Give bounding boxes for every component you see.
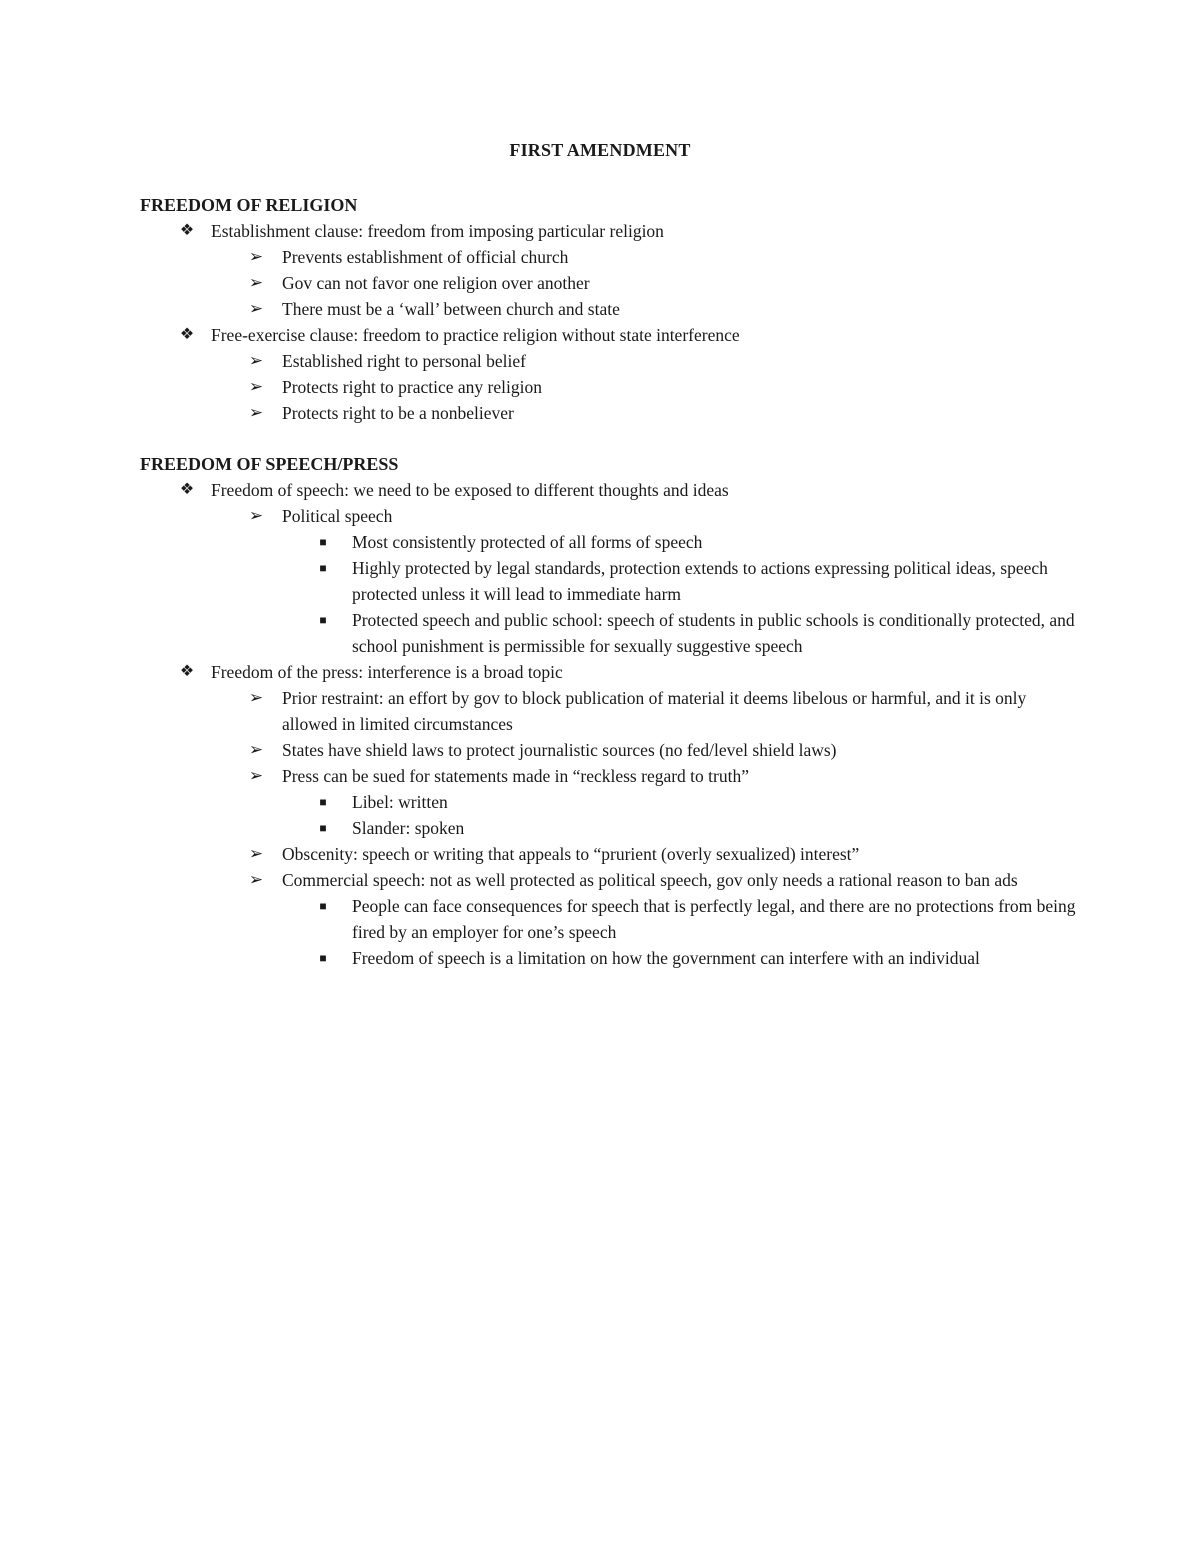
- list-item: [140, 348, 1080, 374]
- list-item: [140, 270, 1080, 296]
- list-item-text: States have shield laws to protect journalistic sources (no fed/level shield laws): [282, 740, 837, 760]
- square-bullet-icon: ■: [319, 899, 327, 913]
- arrowhead-bullet-icon: ➢: [248, 403, 264, 422]
- section-freedom-of-religion: [140, 192, 1080, 426]
- diamond-bullet-icon: ❖: [179, 326, 195, 343]
- arrowhead-bullet-icon: ➢: [248, 766, 264, 785]
- list-item-text: Highly protected by legal standards, protection extends to actions expressing political ideas, speech protected unless it will lead to immediate harm: [352, 558, 1048, 604]
- arrowhead-bullet-icon: ➢: [248, 273, 264, 292]
- list-item: [140, 893, 1080, 945]
- arrowhead-bullet-icon: ➢: [248, 247, 264, 266]
- square-bullet-icon: ■: [319, 613, 327, 627]
- list-item: [140, 555, 1080, 607]
- list-item: [140, 400, 1080, 426]
- arrowhead-bullet-icon: ➢: [248, 299, 264, 318]
- list-item: [140, 841, 1080, 867]
- list-item-text: Protected speech and public school: speech of students in public schools is conditionally protected, and school punishment is permissible for sexually suggestive speech: [352, 610, 1075, 656]
- list-item: [140, 607, 1080, 659]
- square-bullet-icon: ■: [319, 795, 327, 809]
- arrowhead-bullet-icon: ➢: [248, 351, 264, 370]
- list-item-text: Freedom of speech: we need to be exposed to different thoughts and ideas: [211, 480, 729, 500]
- diamond-bullet-icon: ❖: [179, 663, 195, 680]
- section-freedom-of-speech-press: [140, 451, 1080, 971]
- list-item-text: Freedom of speech is a limitation on how the government can interfere with an individual: [352, 948, 980, 968]
- list-item: [140, 477, 1080, 503]
- list-item: [140, 529, 1080, 555]
- arrowhead-bullet-icon: ➢: [248, 506, 264, 525]
- list-item: [140, 322, 1080, 348]
- square-bullet-icon: ■: [319, 561, 327, 575]
- list-item: [140, 815, 1080, 841]
- list-item-text: Free-exercise clause: freedom to practice religion without state interference: [211, 325, 740, 345]
- list-item-text: Freedom of the press: interference is a broad topic: [211, 662, 563, 682]
- arrowhead-bullet-icon: ➢: [248, 377, 264, 396]
- list-item-text: Gov can not favor one religion over another: [282, 273, 590, 293]
- list-item: [140, 374, 1080, 400]
- list-item-text: Press can be sued for statements made in “reckless regard to truth”: [282, 766, 749, 786]
- page-title: FIRST AMENDMENT: [509, 140, 691, 160]
- list-item-text: Establishment clause: freedom from imposing particular religion: [211, 221, 664, 241]
- list-item: [140, 659, 1080, 685]
- list-item: [140, 218, 1080, 244]
- list-item-text: Slander: spoken: [352, 818, 465, 838]
- arrowhead-bullet-icon: ➢: [248, 688, 264, 707]
- arrowhead-bullet-icon: ➢: [248, 870, 264, 889]
- list-item-text: Established right to personal belief: [282, 351, 526, 371]
- list-item-text: Obscenity: speech or writing that appeals to “prurient (overly sexualized) interest”: [282, 844, 860, 864]
- list-item-text: Commercial speech: not as well protected as political speech, gov only needs a rational reason to ban ads: [282, 870, 1018, 890]
- list-item-text: Prevents establishment of official church: [282, 247, 569, 267]
- list-item-text: Libel: written: [352, 792, 448, 812]
- arrowhead-bullet-icon: ➢: [248, 844, 264, 863]
- list-item: [140, 685, 1080, 737]
- list-item: [140, 867, 1080, 893]
- list-item-text: People can face consequences for speech that is perfectly legal, and there are no protections from being fired by an employer for one’s speech: [352, 896, 1076, 942]
- list-item: [140, 763, 1080, 789]
- list-item: [140, 296, 1080, 322]
- section-heading: FREEDOM OF SPEECH/PRESS: [140, 454, 399, 474]
- list-item: [140, 244, 1080, 270]
- list-item: [140, 945, 1080, 971]
- list-item: [140, 737, 1080, 763]
- list-item-text: There must be a ‘wall’ between church and state: [282, 299, 620, 319]
- list-item-text: Protects right to be a nonbeliever: [282, 403, 514, 423]
- arrowhead-bullet-icon: ➢: [248, 740, 264, 759]
- square-bullet-icon: ■: [319, 951, 327, 965]
- list-item: [140, 503, 1080, 529]
- square-bullet-icon: ■: [319, 535, 327, 549]
- square-bullet-icon: ■: [319, 821, 327, 835]
- diamond-bullet-icon: ❖: [179, 481, 195, 498]
- list-item-text: Prior restraint: an effort by gov to block publication of material it deems libelous or harmful, and it is only allowed in limited circumstances: [282, 688, 1027, 734]
- list-item: [140, 789, 1080, 815]
- list-item-text: Political speech: [282, 506, 393, 526]
- list-item-text: Protects right to practice any religion: [282, 377, 542, 397]
- section-heading: FREEDOM OF RELIGION: [140, 195, 358, 215]
- diamond-bullet-icon: ❖: [179, 222, 195, 239]
- list-item-text: Most consistently protected of all forms of speech: [352, 532, 703, 552]
